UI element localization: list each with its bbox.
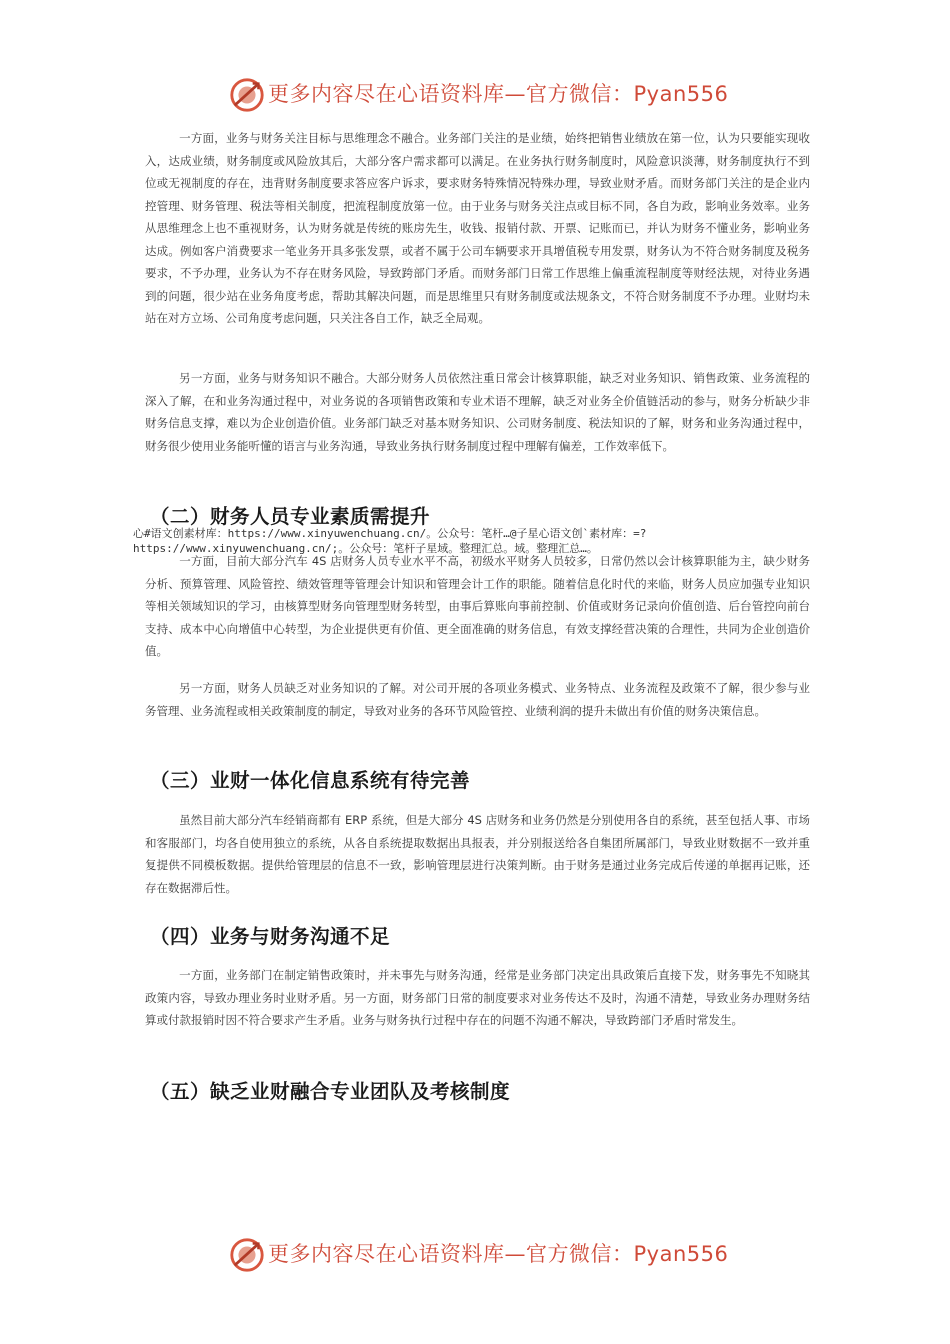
paragraph: 另一方面，业务与财务知识不融合。大部分财务人员依然注重日常会计核算职能，缺乏对业务知识、销售政策、业务流程的深入了解，在和业务沟通过程中，对业务说的各项销售政策和专业术语不理解，缺乏对业务全价值链活动的参与，财务分析缺少非财务信息支撑，难以为企业创造价值。业务部门缺乏对基本财务知识、公司财务制度、税法知识的了解，财务和业务沟通过程中，财务很少使用业务能听懂的语言与业务沟通，导致业务执行财务制度过程中理解有偏差，工作效率低下。: [145, 371, 810, 453]
paragraph: 一方面，业务与财务关注目标与思维理念不融合。业务部门关注的是业绩，始终把销售业绩放在第一位，认为只要能实现收入，达成业绩，财务制度或风险放其后，大部分客户需求都可以满足。在业务执行财务制度时，风险意识淡薄，财务制度执行不到位或无视制度的存在，违背财务制度要求答应客户诉求，要求财务特殊情况特殊办理，导致业财矛盾。而财务部门关注的是企业内控管理、财务管理、税法等相关制度，把流程制度放第一位。由于业务与财务关注点或目标不同，各自为政，影响业务效率。业务从思维理念上也不重视财务，认为财务就是传统的账房先生，收钱、报销付款、开票、记账而已，并认为财务不懂业务，影响业务达成。例如客户消费要求一笔业务开具多张发票，或者不属于公司车辆要求开具增值税专用发票，财务认为不符合财务制度及税务要求，不予办理，业务认为不存在财务风险，导致跨部门矛盾。而财务部门日常工作思维上偏重流程制度等财经法规，对待业务遇到的问题，很少站在业务角度考虑，帮助其解决问题，而是思维里只有财务制度或法规条文，不符合财务制度不予办理。业财均未站在对方立场、公司角度考虑问题，只关注各自工作，缺乏全局观。: [145, 131, 810, 325]
logo-icon: [228, 1236, 266, 1274]
paragraph: 一方面，目前大部分汽车 4S 店财务人员专业水平不高，初级水平财务人员较多，日常仍然以会计核算职能为主，缺少财务分析、预算管理、风险管控、绩效管理等管理会计知识和管理会计工作的职能。随着信息化时代的来临，财务人员应加强专业知识等相关领域知识的学习，由核算型财务向管理型财务转型，由事后算账向事前控制、价值或财务记录向价值创造、后台管控向前台支持、成本中心向增值中心转型，为企业提供更有价值、更全面准确的财务信息，有效支撑经营决策的合理性，共同为企业创造价值。: [145, 554, 810, 658]
banner-text: 更多内容尽在心语资料库—官方微信：Pyan556: [268, 82, 729, 106]
section-heading: （三）业财一体化信息系统有待完善: [150, 769, 471, 792]
header-banner: [0, 72, 950, 116]
paragraph: 虽然目前大部分汽车经销商都有 ERP 系统，但是大部分 4S 店财务和业务仍然是分别使用各自的系统，甚至包括人事、市场和客服部门，均各自使用独立的系统，从各自系统提取数据出具报表，并分别报送给各自集团所属部门，导致业财数据不一致并重复提供不同模板数据。提供给管理层的信息不一致，影响管理层进行决策判断。由于财务是通过业务完成后传递的单据再记账，还存在数据滞后性。: [145, 813, 810, 895]
section-heading: （四）业务与财务沟通不足: [150, 925, 391, 948]
footer-banner: [0, 1232, 950, 1276]
banner-text: 更多内容尽在心语资料库—官方微信：Pyan556: [268, 1242, 729, 1266]
section-heading: （二）财务人员专业素质需提升: [150, 505, 431, 528]
paragraph: 另一方面，财务人员缺乏对业务知识的了解。对公司开展的各项业务模式、业务特点、业务流程及政策不了解，很少参与业务管理、业务流程或相关政策制度的制定，导致对业务的各环节风险管控、业绩利润的提升未做出有价值的财务决策信息。: [145, 681, 810, 718]
logo-icon: [228, 76, 266, 114]
paragraph: 一方面，业务部门在制定销售政策时，并未事先与财务沟通，经常是业务部门决定出具政策后直接下发，财务事先不知晓其政策内容，导致办理业务时业财矛盾。另一方面，财务部门日常的制度要求对业务传达不及时，沟通不清楚，导致业务办理财务结算或付款报销时因不符合要求产生矛盾。业务与财务执行过程中存在的问题不沟通不解决，导致跨部门矛盾时常发生。: [145, 968, 810, 1027]
section-heading: （五）缺乏业财融合专业团队及考核制度: [150, 1080, 511, 1103]
watermark-text: 心#语文创素材库：https://www.xinyuwenchuang.cn/。公众号：笔杆…@子星心语文创`素材库：=?https://www.xinyuwenchuang.cn/;。公众号：笔杆子星域。整理汇总。域。整理汇总…。: [133, 527, 647, 555]
